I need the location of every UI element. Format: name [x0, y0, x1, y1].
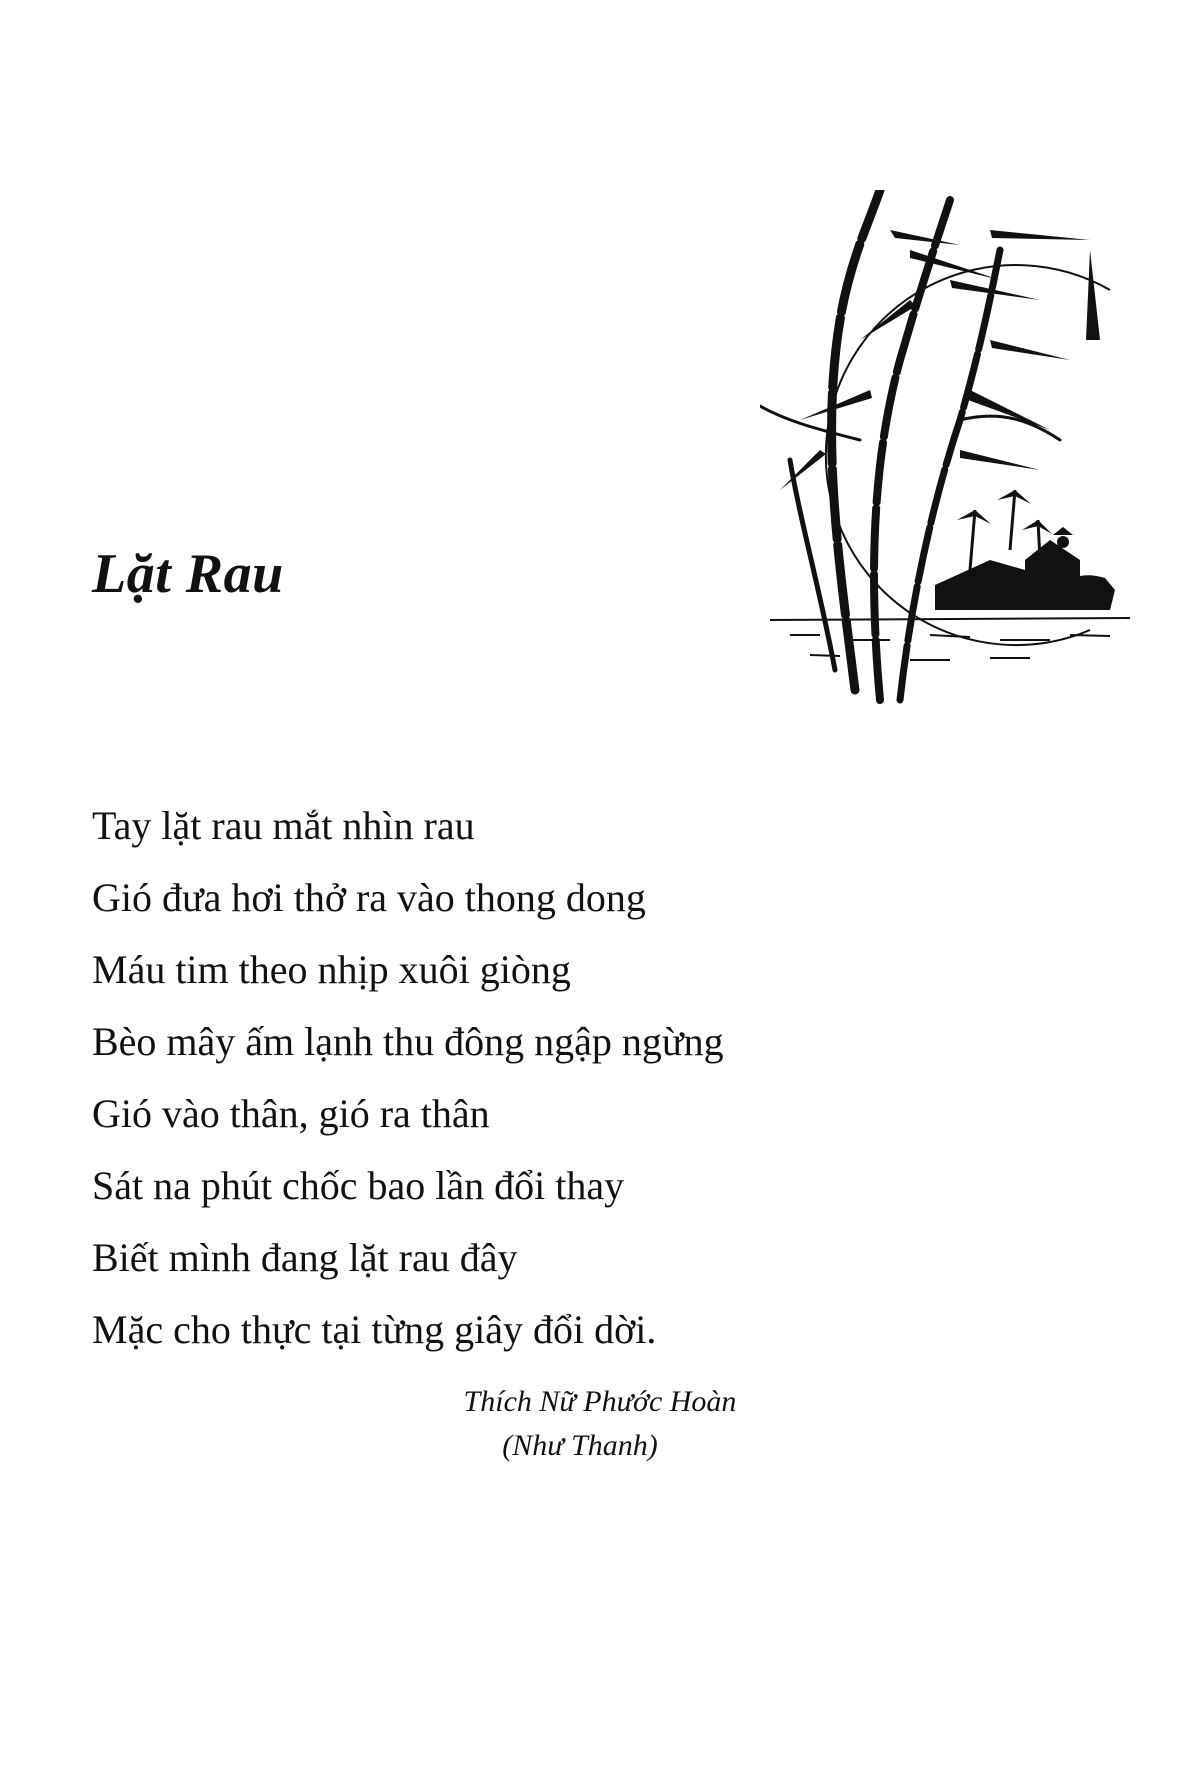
poem-line: Mặc cho thực tại từng giây đổi dời.	[92, 1307, 657, 1352]
poem-line: Sát na phút chốc bao lần đổi thay	[92, 1163, 625, 1208]
author-block	[400, 1380, 800, 1468]
poem-body	[92, 790, 724, 1366]
poem-line: Biết mình đang lặt rau đây	[92, 1235, 518, 1280]
poem-line: Gió vào thân, gió ra thân	[92, 1091, 490, 1136]
poem-line: Tay lặt rau mắt nhìn rau	[92, 803, 475, 848]
poem-line: Gió đưa hơi thở ra vào thong dong	[92, 875, 646, 920]
poem-line: Bèo mây ấm lạnh thu đông ngập ngừng	[92, 1019, 724, 1064]
poem-title: Lặt Rau	[92, 543, 284, 605]
bamboo-village-illustration	[760, 190, 1150, 710]
author-alias: (Như Thanh)	[502, 1429, 658, 1462]
author-name: Thích Nữ Phước Hoàn	[463, 1385, 737, 1418]
poem-line: Máu tim theo nhịp xuôi giòng	[92, 947, 571, 992]
